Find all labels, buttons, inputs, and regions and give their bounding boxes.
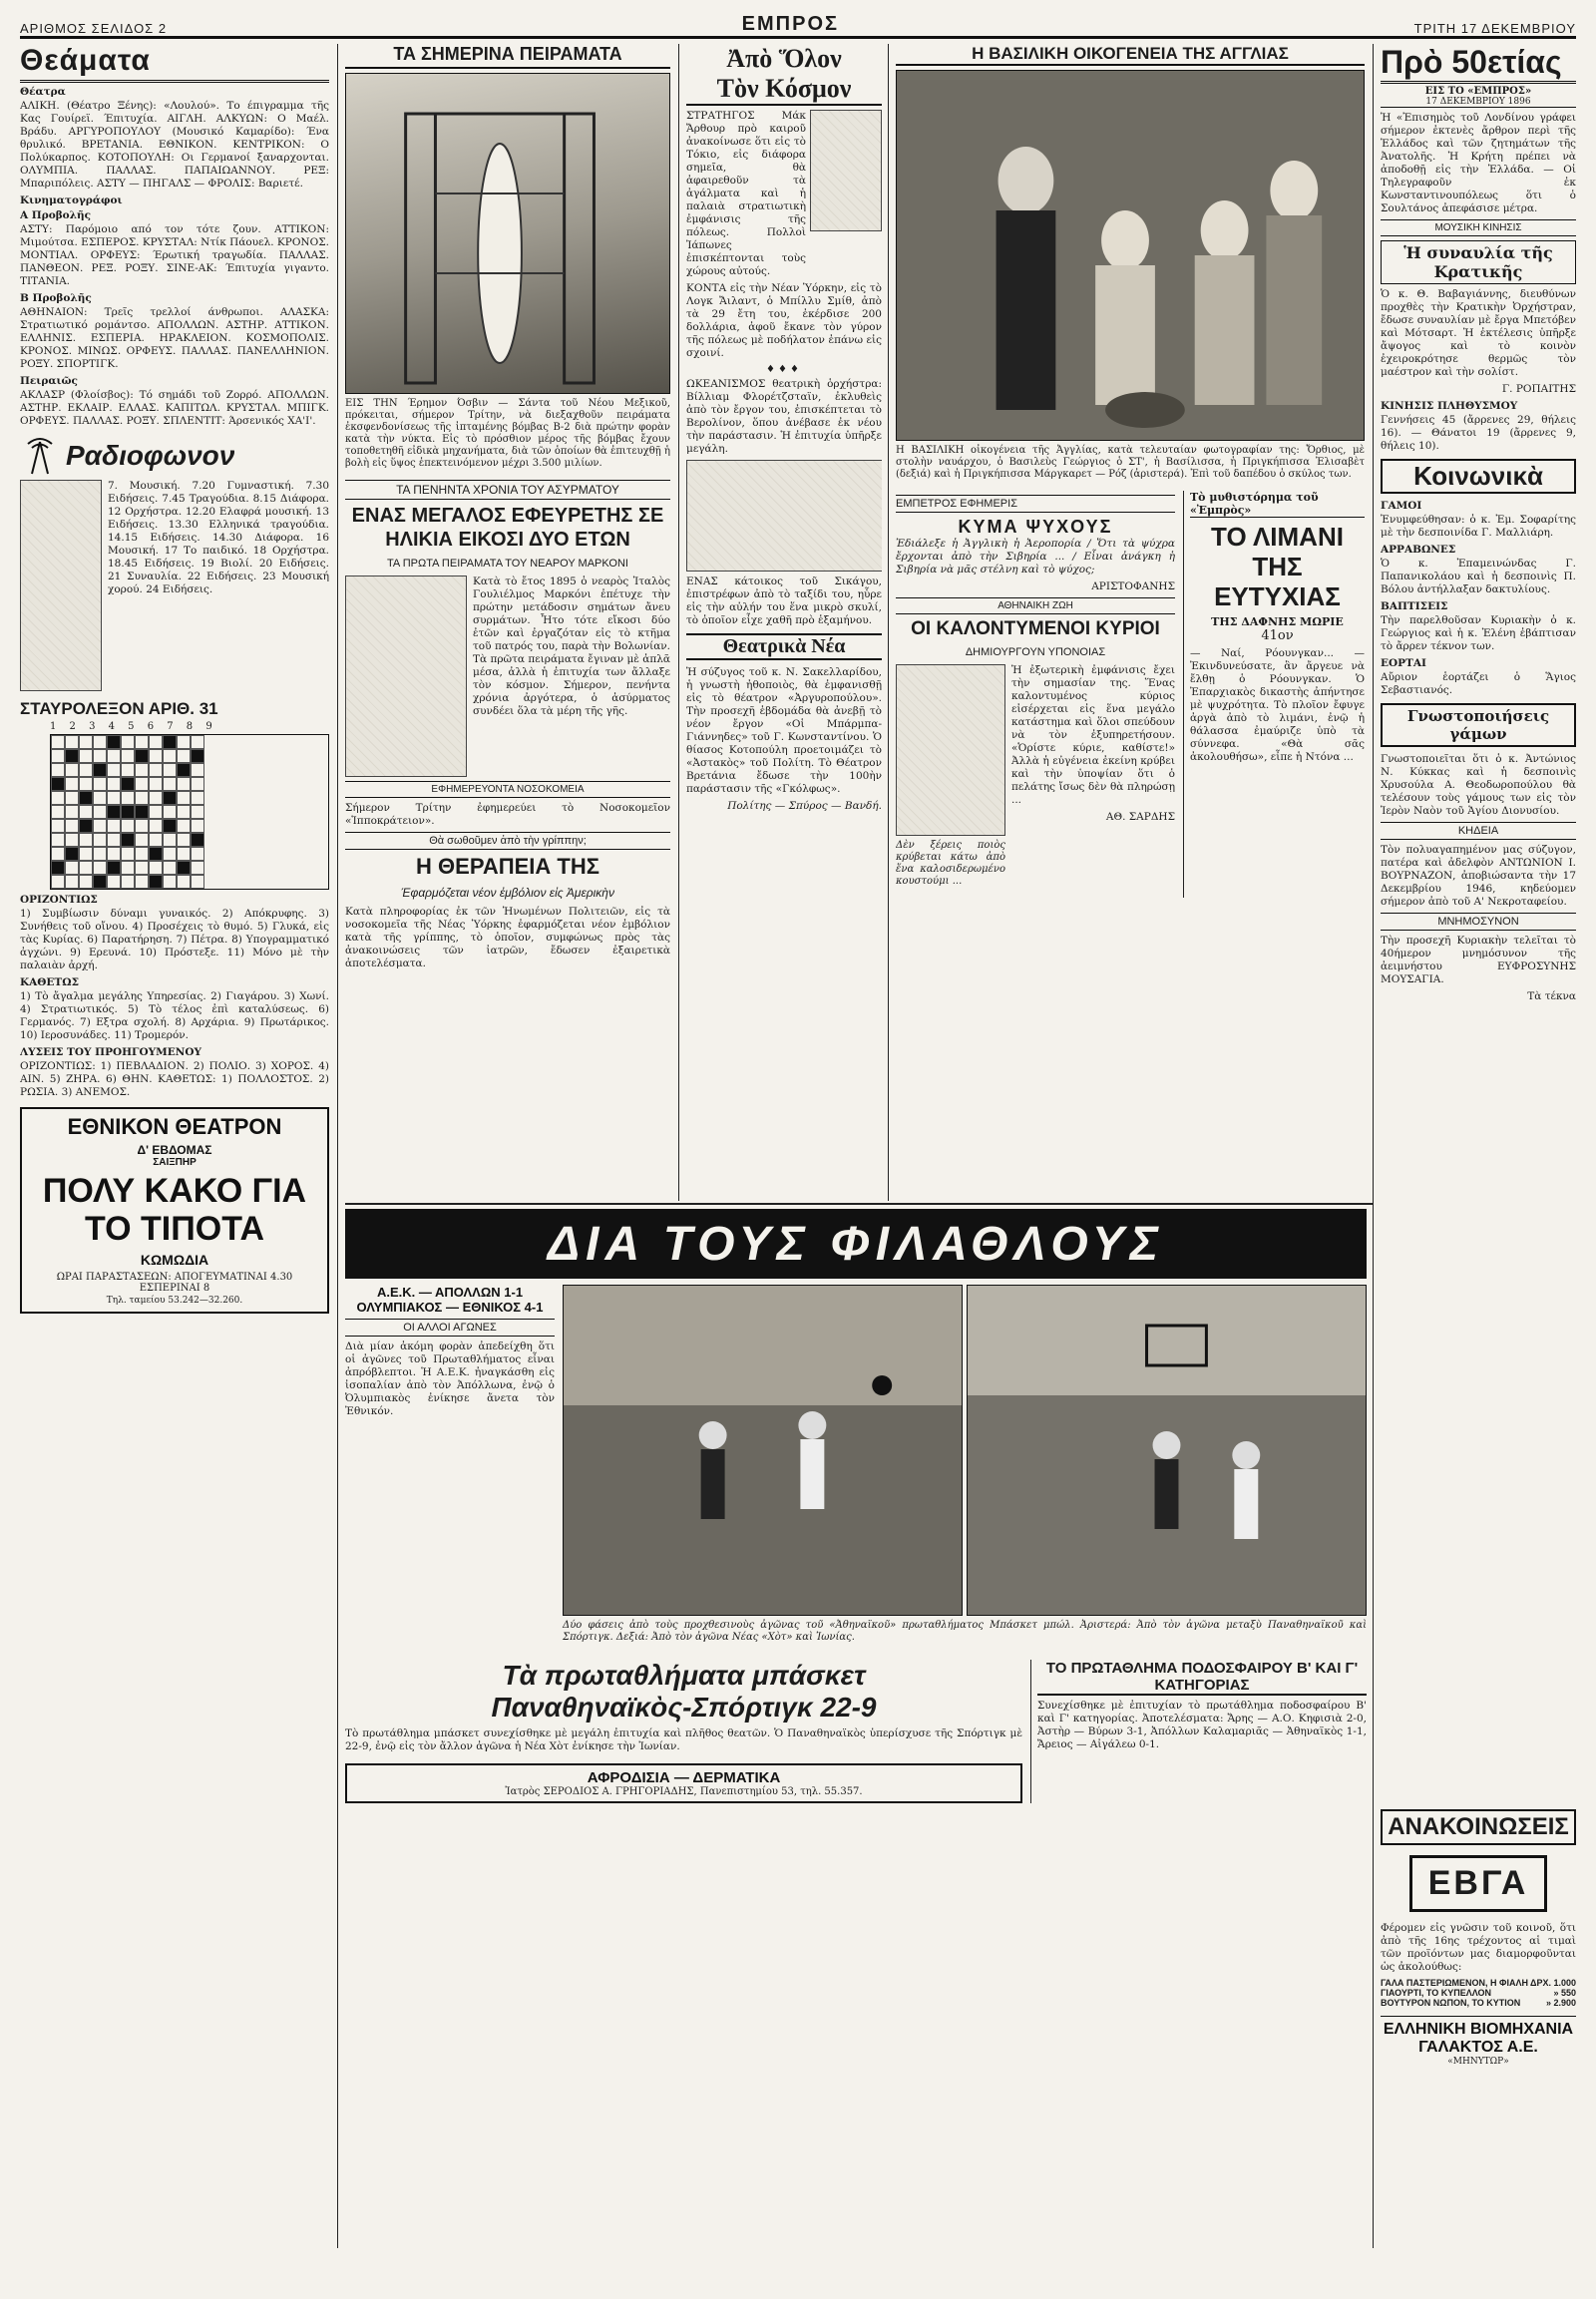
score-1: Α.Ε.Κ. — ΑΠΟΛΛΩΝ 1-1: [376, 1285, 524, 1300]
price-row-2: [1381, 1988, 1576, 1998]
world-title-1: Ἀπὸ Ὅλον: [726, 44, 842, 73]
price-value: ΔΡΧ. 1.000: [1530, 1978, 1576, 1988]
gnostopoiisis-title: Γνωστοποιήσεις γάμων: [1381, 703, 1576, 747]
radio-mast-icon: [20, 436, 60, 476]
sports-bottom: [345, 1660, 1367, 1803]
ad-author: ΣΑΙΞΠΗΡ: [153, 1157, 197, 1168]
kinisis-text: Γεννήσεις 45 (ἄρρενες 29, θήλεις 16). — Θάνατοι 19 (ἄρρενες 9, θήλεις 10).: [1381, 414, 1576, 452]
poem-sign: ΑΡΙΣΤΟΦΑΝΗΣ: [1091, 580, 1175, 592]
experiments-caption: ΕΙΣ ΤΗΝ Έρημον Όσβιν — Σάντα τοῦ Νέου Μεξικοῦ, πρόκειται, σήμερον Τρίτην, νὰ διεξαχθοῦν πειράματα ἐκσφενδονίσεως τῆς ἰπταμένης βόμβας Β-2 διὰ πρώτην φορὰν κατὰ τὴν νύκτα. Εἰς τὸ πρόσθιον μέρος τῆς βόμβας ἔχουν τοποθετηθῆ εἰδικὰ μηχανήματα, διὰ τῶν ὁποίων θὰ ἐπιτευχθῇ ἡ βολὴ εἰς ὕψος ἑπεκτεινόμενον μέχρι 3.500 μιλίων.: [345, 398, 670, 469]
experiments-title: ΤΑ ΣΗΜΕΡΙΝΑ ΠΕΙΡΑΜΑΤΑ: [345, 44, 670, 69]
proboles-b-label: Β Προβολῆς: [20, 292, 92, 304]
sketch-caption: Δὲν ξέρεις ποιὸς κρύβεται κάτω ἀπὸ ἕνα καλοσιδερωμένο κουστούμι ...: [896, 840, 1005, 887]
novel-text: — Ναί, Ρόουνγκαν... — Ἐκινδυνεύσατε, ἂν ἄργευε νὰ ἔλθῃ ὁ Ρόουνγκαν. Ὁ Ἐπαρχιακὸς δικαστὴς ἀπήντησε μὲ ψυχρότητα. Τὸ πλοῖον ἔφυγε ἀργὰ ἀπὸ τὸ λιμάνι, ἐνῷ ἡ θάλασσα ἐμαύριζε ὑπὸ τὰ σύννεφα. «Θὰ σᾶς ἀκολουθήσω», εἶπε ἡ Ντόνα ...: [1190, 647, 1365, 763]
synavlia-title: Ἡ συναυλία τῆς Κρατικῆς: [1381, 240, 1576, 284]
poem-text: Ἐδιάλεξε ἡ Ἀγγλικὴ ἡ Ἀεροπορία / Ὅτι τὰ ψύχρα ἔρχονται ἀπὸ τὴν Σιβηρία ... / Εἶναι ἀνάγκη ἡ Σιβηρία νὰ μᾶς στέλνη καὶ τὸ ψύχος;: [896, 538, 1175, 575]
football-title: ΤΟ ΠΡΩΤΑΘΛΗΜΑ ΠΟΔΟΣΦΑΙΡΟΥ Β' ΚΑΙ Γ' ΚΑΤΗΓΟΡΙΑΣ: [1037, 1660, 1367, 1696]
ad-genre: ΚΩΜΩΔΙΑ: [140, 1252, 209, 1268]
announcements: [1381, 1809, 1576, 2258]
price-row-1: [1381, 1978, 1576, 1988]
flu-subtitle: Έφαρμόζεται νέον ἐμβόλιον εἰς Ἀμερικὴν: [401, 886, 614, 900]
novel-label: Τὸ μυθιστόρημα τοῦ «Ἐμπρὸς»: [1190, 491, 1365, 518]
world-header: [686, 44, 882, 106]
section-rule: [345, 1203, 1373, 1205]
proboles-b-listings: ΑΘΗΝΑΙΟΝ: Τρεῖς τρελλοί άνθρωποι. ΑΛΑΣΚΑ: Στρατιωτικό ρομάντσο. ΑΠΟΛΛΩΝ. ΑΣΤΗΡ. ΑΤΤΙΚΟΝ. ΕΛΛΗΝΙΣ. ΕΣΠΕΡΙΑ. ΗΡΑΚΛΕΙΟΝ. ΚΟΣΜΟΠΟΛΙΣ. ΚΡΟΝΟΣ. ΜΙΝΩΣ. ΟΡΦΕΥΣ. ΠΑΛΛΑΣ. ΠΑΝΕΛΛΗΝΙΟΝ. ΡΟΞΥ. ΣΠΟΡΤΙΓΚ.: [20, 306, 329, 370]
arravones-label: ΑΡΡΑΒΩΝΕΣ: [1381, 544, 1456, 556]
basketball-photo-right: [967, 1285, 1367, 1616]
evga-footer: «ΜΗΝΥΤΩΡ»: [1447, 2057, 1509, 2067]
sports-top: [345, 1285, 1367, 1654]
proboles-a-label: Α Προβολῆς: [20, 209, 92, 221]
crossword-grid: [50, 734, 329, 890]
radio-block: [20, 480, 329, 691]
poem-title: ΚΥΜΑ ΨΥΧΟΥΣ: [958, 517, 1113, 537]
marconi-headline: ΕΝΑΣ ΜΕΓΑΛΟΣ ΕΦΕΥΡΕΤΗΣ ΣΕ ΗΛΙΚΙΑ ΕΙΚΟΣΙ ΔΥΟ ΕΤΩΝ: [351, 505, 664, 551]
synavlia-sign: Γ. ΡΟΠΑΙΤΗΣ: [1501, 383, 1576, 395]
royal-family-photo: [896, 70, 1365, 441]
flu-text: Κατὰ πληροφορίας ἐκ τῶν Ἡνωμένων Πολιτειῶν, εἰς τὰ νοσοκομεῖα τῆς Νέας Ὑόρκης ἐφαρμόζεται νέον ἐμβόλιον κατὰ τῆς γρίππης, τὸ ὁποῖον, συμφώνως πρὸς τὰς ἀνακοινώσεις τῶν ἰατρῶν, ἔδωσεν ἐξαιρετικὰ ἀποτελέσματα.: [345, 906, 670, 969]
flu-kicker: Θὰ σωθοῦμεν ἀπὸ τὴν γρίππην;: [345, 832, 670, 850]
hospitals-label: ΕΦΗΜΕΡΕΥΟΝΤΑ ΝΟΣΟΚΟΜΕΙΑ: [345, 781, 670, 798]
rocket-photo: [345, 73, 670, 394]
doctor-ad-text: Ἰατρὸς ΣΕΡΟΔΙΟΣ Α. ΓΡΗΓΟΡΙΑΔΗΣ, Πανεπιστημίου 53, τηλ. 55.357.: [505, 1786, 863, 1797]
kalontymenoi-text-block: [1011, 664, 1175, 898]
players-icon: [564, 1286, 962, 1615]
column-world: [686, 44, 882, 1201]
pro50-text: Ἡ «Ἐπισημὸς τοῦ Λονδίνου γράφει σήμερον ἐκτενὲς ἄρθρον περὶ τῆς Ἑλλάδος καὶ τῶν ζητημάτων τῆς Ἀνατολῆς. Ἡ Κρήτη πρέπει νὰ ἀποδοθῇ εἰς τὴν Ἑλλάδα. — Οἱ Τηλεγραφοῦν ἐκ Κωνσταντινουπόλεως ὅτι ὁ Σουλτάνος ἀπεφάσισε μέτρα.: [1381, 112, 1576, 214]
world-text-1: ΣΤΡΑΤΗΓΟΣ Μάκ Ἄρθουρ πρὸ καιροῦ ἀνακοίνωσε ὅτι εἰς τὸ Τόκιο, εἰς διάφορα σημεῖα, θὰ ἀφαιρεθοῦν τὰ ἀγάλματα καὶ ἡ παλαιὰ στρατιωτικὴ ἐμφάνισις τῆς πόλεως. Πολλοὶ Ἰάπωνες ἐπισκέπτονται τοὺς χώρους αὐτούς.: [686, 110, 806, 277]
pro50-title: Πρὸ 50ετίας: [1381, 44, 1576, 84]
evga-logo-block: [1381, 1855, 1576, 1912]
marconi-subhead: ΤΑ ΠΡΩΤΑ ΠΕΙΡΑΜΑΤΑ ΤΟΥ ΝΕΑΡΟΥ ΜΑΡΚΟΝΙ: [387, 558, 628, 570]
vaptiseis-text: Τὴν παρελθοῦσαν Κυριακὴν ὁ κ. Γεώργιος καὶ ἡ κ. Ἑλένη ἐβάπτισαν τὸ ἄρρεν τέκνον των.: [1381, 614, 1576, 652]
theatrika-text: Ἡ σύζυγος τοῦ κ. Ν. Σακελλαρίδου, ἡ γνωστὴ ἠθοποιὸς, θὰ ἐμφανισθῇ εἰς τὸ θέατρον «Ἀργυροπούλου». Τὴν προσεχῆ ἑβδομάδα θὰ ἀνεβῇ τὸ νέον ἔργον «Οἱ Μπάρμπα-Γιάννηδες» τοῦ Γ. Κωνσταντίνου. Ὁ θίασος Κοτοπούλη προετοιμάζει τὸ «Ἀστακὸς» τοῦ Πολίτη. Τὸ Θέατρον Βρετάνια ἔδωσε τὴν 100ὴν παράστασιν τῆς «Γκόλφως».: [686, 666, 882, 795]
kalontymenoi-sub: ΔΗΜΙΟΥΡΓΟΥΝ ΥΠΟΝΟΙΑΣ: [965, 646, 1106, 658]
world-text-2: ΚΟΝΤΑ εἰς τὴν Νέαν Ὑόρκην, εἰς τὸ Λογκ Ἄιλαντ, ὁ Μπίλλυ Σμίθ, ἀπὸ τὰ 29 ἔτη του, ἐκέρδισε 200 δολλάρια, ἀφοῦ ἔκανε τὸν γύρον τῆς πόλεως μὲ ποδήλατον ἐπάνω εἰς σχοινί.: [686, 282, 882, 359]
pro50-sub: ΕΙΣ ΤΟ «ΕΜΠΡΟΣ»: [1424, 86, 1532, 97]
synavlia-text: Ὁ κ. Θ. Βαβαγιάννης, διευθύνων προχθὲς τὴν Κρατικὴν Ὀρχήστραν, ἔδωσε συναυλίαν μὲ ἔργα Μπετόβεν καὶ Μότσαρτ. Ἡ ἐκτέλεσις ὑπῆρξε ἄψογος καὶ τὸ κοινὸν ἐχειροκρότησε θερμῶς τὸν μαέστρον καὶ τὴν σολίστ.: [1381, 288, 1576, 378]
basket-hoop-icon: [968, 1286, 1366, 1615]
doctor-ad: [345, 1763, 1022, 1803]
world-text-4: ΕΝΑΣ κάτοικος τοῦ Σικάγου, ἐπιστρέφων ἀπὸ τὸ ταξίδι του, ηὗρε εἰς τὴν αὐλήν του ἕνα μικρὸ σκυλί, τὸ ὁποῖον εἶχε χαθῆ πρὸ ἑξαμήνου.: [686, 575, 882, 626]
column-rule: [678, 44, 679, 1201]
column-theamata: [20, 44, 329, 2258]
price-row-3: [1381, 1998, 1576, 2008]
page-number: ΑΡΙΘΜΟΣ ΣΕΛΙΔΟΣ 2: [20, 21, 168, 36]
theatro-listings: ΑΛΙΚΗ. (Θέατρο Ξένης): «Λουλού». Το έπιγραμμα τῆς Κας Γουίρεϊ. Έπιτυχία. ΑΙΓΛΗ. ΑΛΚΥΩΝ: Ο Μαέλ. Βράδυ. ΑΡΓΥΡΟΠΟΥΛΟΥ (Μουσικό Καμαρίδο): Ένα θρυλικό. ΒΡΕΤΑΝΙΑ. ΕΘΝΙΚΟΝ. ΚΕΝΤΡΙΚΟΝ: Ο Πολύκαρπος. ΚΟΤΟΠΟΥΛΗ: Οι Γερμανοί ξαναρχονται. ΟΛΥΜΠΙΑ. ΠΑΛΛΑΣ. ΠΑΠΑΙΩΑΝΝΟΥ. ΡΕΞ: Μπαριπόλεις. ΑΣΤΥ — ΠΗΓΑΛΣ — ΦΡΟΛΙΣ: Βαριετέ.: [20, 100, 329, 190]
royal-lower: [896, 491, 1365, 898]
novel-title: ΤΟ ΛΙΜΑΝΙ ΤΗΣ ΕΥΤΥΧΙΑΣ: [1211, 522, 1344, 611]
match-text: Διὰ μίαν ἀκόμη φορὰν ἀπεδείχθη ὅτι οἱ ἀγῶνες τοῦ Πρωταθλήματος εἶναι ἀπρόβλεπτοι. Ἡ Α.Ε.Κ. ἠναγκάσθη εἰς ἰσοπαλίαν ἀπὸ τὸν Ἀπόλλωνα, ἐνῷ ὁ Ὀλυμπιακὸς ἐνίκησε ἄνετα τὸν Ἐθνικόν.: [345, 1341, 555, 1417]
flu-title: Η ΘΕΡΑΠΕΙΑ ΤΗΣ: [416, 854, 599, 879]
proboles-a-listings: ΑΣΤΥ: Παρόμοιο από τον τότε ζουν. ΑΤΤΙΚΟΝ: Μιμούτσα. ΕΣΠΕΡΟΣ. ΚΡΥΣΤΑΛ: Ντίκ Πάουελ. ΚΡΟΝΟΣ. ΜΟΝΤΙΑΛ. ΟΡΦΕΥΣ: Έρωτική τραγωδία. ΠΑΛΛΑΣ. ΠΑΝΘΕΟΝ. ΡΕΞ. ΡΟΞΥ. ΣΙΝΕ-ΑΚ: Έπιτυχία γιγαντο. ΤΙΤΑΝΙΑ.: [20, 223, 329, 287]
royal-caption: Η ΒΑΣΙΛΙΚΗ οἰκογένεια τῆς Ἀγγλίας, κατὰ τελευταίαν φωτογραφίαν της: Ὄρθιος, μὲ στολὴν ναυάρχου, ὁ Βασιλεὺς Γεώργιος ὁ ΣΤ', ἡ Βασίλισσα, ἡ Πριγκήπισσα Ἐλισαβὲτ (δεξιά) καὶ ἡ Πριγκήπισσα Μάργκαρετ — Ρόζ (ἀριστερά). Ἐπὶ τοῦ δαπέδου ὁ σκύλος των.: [896, 445, 1365, 480]
royal-banner: Η ΒΑΣΙΛΙΚΗ ΟΙΚΟΓΕΝΕΙΑ ΤΗΣ ΑΓΓΛΙΑΣ: [896, 44, 1365, 66]
evga-logo: ΕΒΓΑ: [1409, 1855, 1548, 1912]
price-value: » 550: [1553, 1988, 1576, 1998]
football-text: Συνεχίσθηκε μὲ ἐπιτυχίαν τὸ πρωτάθλημα ποδοσφαίρου Β' καὶ Γ' κατηγορίας. Ἀποτελέσματα: Ἄρης — Α.Ο. Κηφισιὰ 2-0, Ἀστὴρ — Βύρων 3-1, Ἀπόλλων Καλαμαριᾶς — Ἀθηναϊκὸς 1-1, Ἄρειος — Αἰγάλεω 0-1.: [1037, 1700, 1367, 1750]
price-value: » 2.900: [1545, 1998, 1576, 2008]
kalontymenoi-body: [896, 664, 1175, 898]
macarthur-sketch: [810, 110, 882, 231]
arravones-text: Ὁ κ. Ἐπαμεινώνδας Γ. Παπανικολάου καὶ ἡ δεσποινὶς Π. Βόλου ἀντήλλαξαν δακτυλίους.: [1381, 558, 1576, 595]
theatro-label: Θέατρα: [20, 86, 66, 98]
column-experiments: [345, 44, 670, 1201]
efimeris-column: [896, 491, 1175, 898]
katheta-label: ΚΑΘΕΤΩΣ: [20, 976, 80, 988]
evga-text: Φέρομεν εἰς γνῶσιν τοῦ κοινοῦ, ὅτι ἀπὸ τῆς 16ης τρέχοντος αἱ τιμαὶ τῶν προϊόντων μας διαμορφοῦνται ὡς ἀκολούθως:: [1381, 1922, 1576, 1973]
kideia-text: Τὸν πολυαγαπημένον μας σύζυγον, πατέρα καὶ ἀδελφὸν ΑΝΤΩΝΙΟΝ Ι. ΒΟΥΡΝΑΖΟΝ, ἀποβιώσαντα τὴν 17 Δεκεμβρίου 1946, κηδεύομεν σήμερον ἀπὸ τοῦ Α' Νεκροταφείου.: [1381, 844, 1576, 908]
katheta-clues: 1) Τὸ ἄγαλμα μεγάλης Υπηρεσίας. 2) Γιαγάρου. 3) Χωνί. 4) Στρατιωτικός. 5) Τὸ τέλος ἐπὶ καταλύσεως. 6) Γερμανός. 7) Εξτρα σχολή. 8) Αρχάρια. 9) Πρωτάρικος. 10) Ιεροσυνάδες. 11) Τρομερόν.: [20, 990, 329, 1041]
ethnikon-theatro-ad: [20, 1107, 329, 1314]
sports-section: [345, 1209, 1367, 2256]
novel-author: ΤΗΣ ΔΑΦΝΗΣ ΜΩΡΙΕ: [1211, 615, 1344, 628]
football-article: [1030, 1660, 1367, 1803]
kinimatografoi-label: Κινηματογράφοι: [20, 194, 123, 206]
radio-program: 7. Μουσική. 7.20 Γυμναστική. 7.30 Ειδήσεις. 7.45 Τραγούδια. 8.15 Διάφορα. 12 Ορχήστρα. 12.20 Ελαφρά μουσική. 13 Ειδήσεις. 13.30 Ελληνικά τραγούδια. 14.15 Ειδήσεις. 14.30 Διάφορα. 16 Μουσική. 17 Το παιδικό. 18 Ορχήστρα. 18.45 Ειδήσεις. 19 Βιολί. 20 Ειδήσεις. 21 Συναυλία. 22 Ειδήσεις. 23 Μουσική χορού. 24 Ειδήσεις.: [108, 480, 329, 595]
mnimosyno-sign: Τὰ τέκνα: [1527, 990, 1576, 1002]
doctor-ad-title: ΑΦΡΟΔΙΣΙΑ — ΔΕΡΜΑΤΙΚΑ: [587, 1769, 781, 1786]
mnimosyno-text: Τὴν προσεχῆ Κυριακὴν τελεῖται τὸ 40ήμερον μνημόσυνον τῆς ἀειμνήστου ΕΥΦΡΟΣΥΝΗΣ ΜΟΥΣΑΓΙΑ.: [1381, 935, 1576, 985]
crossword-numbers: 1 2 3 4 5 6 7 8 9: [50, 721, 217, 732]
marconi-sketch: [345, 575, 467, 777]
column-rule: [888, 44, 889, 1201]
hospitals-text: Σήμερον Τρίτην ἐφημερεύει τὸ Νοσοκομεῖον «Ἱπποκράτειον».: [345, 802, 670, 827]
world-title-2: Τὸν Κόσμον: [716, 74, 852, 103]
peiraios-listings: ΑΚΛΑΣΡ (Φλοίσβος): Τό σημάδι τοῦ Ζορρό. ΑΠΟΛΛΩΝ. ΑΣΤΗΡ. ΕΚΛΑΙΡ. ΕΛΛΑΣ. ΚΑΠΙΤΩΛ. ΚΡΥΣΤΑΛ. ΜΠΙΓΚ. ΟΡΦΕΥΣ. ΠΑΛΛΑΣ. ΡΟΞΥ. ΣΠΛΕΝΤΙΤ: Άρσενικός ΧΑ'Ι'.: [20, 389, 329, 427]
theamata-title: Θεάματα: [20, 44, 329, 83]
column-rule: [1373, 44, 1374, 2248]
radio-header: [20, 436, 329, 476]
mnimosyno-label: ΜΝΗΜΟΣΥΝΟΝ: [1381, 913, 1576, 931]
orizontios-label: ΟΡΙΖΟΝΤΙΩΣ: [20, 894, 98, 906]
orizontios-clues: 1) Συμβίωσιν δύναμι γυναικός. 2) Απόκρυφης. 3) Συνήθεις τοῦ οἴνου. 4) Προσέχεις τὸ θυμό. 5) Γλυκά, εἰς τὰς Κυρίας. 6) Παρατήρηση. 7) Πέτρα. 8) Υπογραμματικό ἀγχώνι. 9) Ερευνά. 10) Πρόστεξε. 11) Μόνο μὲ τὴν παλαιὰν ἀρχή.: [20, 908, 329, 971]
ad-times: ΩΡΑΙ ΠΑΡΑΣΤΑΣΕΩΝ: ΑΠΟΓΕΥΜΑΤΙΝΑΙ 4.30 ΕΣΠΕΡΙΝΑΙ 8: [56, 1272, 293, 1294]
alloi-agones: ΟΙ ΑΛΛΟΙ ΑΓΩΝΕΣ: [345, 1319, 555, 1337]
world-item-1: [686, 110, 882, 282]
price-item: ΒΟΥΤΥΡΟΝ ΝΩΠΟΝ, ΤΟ ΚΥΤΙΟΝ: [1381, 1998, 1521, 2008]
ad-play-title: ΠΟΛΥ ΚΑΚΟ ΓΙΑ ΤΟ ΤΙΠΟΤΑ: [42, 1172, 307, 1248]
marconi-text: Κατὰ τὸ ἔτος 1895 ὁ νεαρὸς Ἰταλὸς Γουλιέλμος Μαρκόνι ἐπέτυχε τὴν πρώτην μετάδοσιν σημάτων ἄνευ συρμάτων. Ἦτο τότε εἴκοσι δύο ἐτῶν καὶ ἐργαζόταν εἰς τὸ κτῆμα τοῦ πατρός του, παρὰ τὴν Βολωνίαν. Τὰ πρῶτα πειράματα ἔγιναν μὲ ἁπλᾶ μέσα, ἀλλὰ ἡ ἐπιτυχία των ἄλλαξε τὸν κόσμον. Σήμερον, πενήντα χρόνια ἀργότερα, ὁ ἀσύρματος συνδέει ὅλα τὰ μέρη τῆς γῆς.: [473, 575, 670, 717]
theatrika-sign: Πολίτης — Σπύρος — Βανδή.: [727, 800, 882, 812]
column-rule: [337, 44, 338, 2248]
anakoinoseis-title: ΑΝΑΚΟΙΝΩΣΕΙΣ: [1381, 1809, 1576, 1845]
dog-sketch: [686, 460, 882, 572]
basketball-photos: [563, 1285, 1367, 1654]
radio-title: Ραδιοφωνον: [66, 440, 235, 471]
eortai-text: Αὔριον ἑορτάζει ὁ Ἅγιος Σεβαστιανός.: [1381, 671, 1576, 696]
ad-week: Δ' ΕΒΔΟΜΑΣ: [137, 1143, 212, 1157]
koinonika-title: Κοινωνικὰ: [1381, 459, 1576, 494]
marconi-kicker: ΤΑ ΠΕΝΗΝΤΑ ΧΡΟΝΙΑ ΤΟΥ ΑΣΥΡΜΑΤΟΥ: [345, 480, 670, 500]
efimeris-label: ΕΜΠΕΤΡΟΣ ΕΦΗΜΕΡΙΣ: [896, 495, 1175, 513]
kideia-label: ΚΗΔΕΙΑ: [1381, 822, 1576, 840]
sports-banner: ΔΙΑ ΤΟΥΣ ΦΙΛΑΘΛΟΥΣ: [547, 1217, 1165, 1271]
ad-theatre-name: ΕΘΝΙΚΟΝ ΘΕΑΤΡΟΝ: [67, 1114, 282, 1139]
newspaper-page: [20, 14, 1576, 2288]
kalontymenoi-title: ΟΙ ΚΑΛΟΝΤΥΜΕΝΟΙ ΚΥΡΙΟΙ: [911, 618, 1160, 639]
ad-phone: Τηλ. ταμείου 53.242—32.260.: [106, 1296, 243, 1306]
marconi-body: [345, 575, 670, 777]
score-2: ΟΛΥΜΠΙΑΚΟΣ — ΕΘΝΙΚΟΣ 4-1: [356, 1300, 544, 1315]
lyseis-text: ΟΡΙΖΟΝΤΙΩΣ: 1) ΠΕΒΛΑΔΙΟΝ. 2) ΠΟΛΙΟ. 3) ΧΟΡΟΣ. 4) ΑΙΝ. 5) ΖΗΡΑ. 6) ΘΗΝ. ΚΑΘΕΤΩΣ: 1) ΠΟΛΛΟΣΤΟΣ. 2) ΡΩΣΙΑ. 3) ΑΝΕΜΟΣ.: [20, 1060, 329, 1098]
kalontymenoi-text: Ἡ ἐξωτερικὴ ἐμφάνισις ἔχει τὴν σημασίαν της. Ἕνας καλοντυμένος κύριος εἰσέρχεται εἰς ἕνα μεγάλο κατάστημα καὶ ὅλοι σπεύδουν νὰ τὸν ἐξυπηρετήσουν. «Ὁρίστε κύριε, καθίστε!» Ἀλλὰ ἡ εὐγένεια ἐκείνη κρύβει καὶ τὴν ὑποψίαν ὅτι ὁ πελάτης ἴσως δὲν θὰ πληρώσῃ ...: [1011, 664, 1175, 806]
radio-illustration: [20, 480, 102, 691]
kalontymenoi-sign: ΑΘ. ΣΑΡΔΗΣ: [1105, 811, 1175, 823]
basket-title: Τὰ πρωταθλήματα μπάσκετ: [502, 1660, 866, 1691]
sports-photo-caption: Δύο φάσεις ἀπὸ τοὺς προχθεσινοὺς ἀγῶνας τοῦ «Ἀθηναϊκοῦ» πρωταθλήματος Μπάσκετ μπώλ. Ἀριστερά: Ἀπὸ τὸν ἀγῶνα μεταξὺ Παναθηναϊκοῦ καὶ Σπόρτιγκ. Δεξιά: Ἀπὸ τὸν ἀγῶνα Νέας «Χὸτ» καὶ Ἰωνίας.: [563, 1620, 1367, 1643]
royal-figures-icon: [897, 71, 1364, 440]
basket-article: [345, 1660, 1022, 1803]
lyseis-label: ΛΥΣΕΙΣ ΤΟΥ ΠΡΟΗΓΟΥΜΕΝΟΥ: [20, 1046, 202, 1058]
photo-pair: [563, 1285, 1367, 1616]
gamoi-label: ΓΑΜΟΙ: [1381, 500, 1422, 512]
vaptiseis-label: ΒΑΠΤΙΣΕΙΣ: [1381, 600, 1448, 612]
peiraios-label: Πειραιῶς: [20, 375, 78, 387]
gamoi-text: Ἐνυμφεύθησαν: ὁ κ. Ἐμ. Σοφαρίτης μὲ τὴν δεσποινίδα Γ. Μαλλιάρη.: [1381, 514, 1576, 539]
eortai-label: ΕΟΡΤΑΙ: [1381, 657, 1426, 669]
novel-part: 41ον: [1261, 628, 1294, 643]
basket-text: Τὸ πρωτάθλημα μπάσκετ συνεχίσθηκε μὲ μεγάλη ἐπιτυχία καὶ πλῆθος θεατῶν. Ὁ Παναθηναϊκὸς ὑπερίσχυσε τῆς Σπόρτιγκ μὲ 22-9, ἐνῷ εἰς τὸν ἄλλον ἀγῶνα ἡ Νέα Χὸτ ἐνίκησε τὴν Ἰωνίαν.: [345, 1727, 1022, 1752]
mousiki-label: ΜΟΥΣΙΚΗ ΚΙΝΗΣΙΣ: [1381, 219, 1576, 236]
masthead: [20, 14, 1576, 39]
football-results: [345, 1285, 555, 1654]
basket-score: Παναθηναϊκὸς-Σπόρτιγκ 22-9: [491, 1692, 877, 1723]
basketball-photo-left: [563, 1285, 963, 1616]
separator: ♦♦♦: [766, 364, 802, 375]
novel-column: [1183, 491, 1365, 898]
gentlemen-sketch: [896, 664, 1005, 836]
price-item: ΓΑΛΑ ΠΑΣΤΕΡΙΩΜΕΝΟΝ, Η ΦΙΑΛΗ: [1381, 1978, 1528, 1988]
rocket-gantry-icon: [346, 74, 669, 393]
column-royal: [896, 44, 1365, 1201]
sports-banner-bar: [345, 1209, 1367, 1279]
theatrika-title: Θεατρικὰ Νέα: [686, 633, 882, 660]
crossword-title: ΣΤΑΥΡΟΛΕΞΟΝ ΑΡΙΘ. 31: [20, 699, 218, 718]
kinisis-label: ΚΙΝΗΣΙΣ ΠΛΗΘΥΣΜΟΥ: [1381, 400, 1518, 412]
issue-date: ΤΡΙΤΗ 17 ΔΕΚΕΜΒΡΙΟΥ: [1413, 21, 1576, 36]
evga-company: ΕΛΛΗΝΙΚΗ ΒΙΟΜΗΧΑΝΙΑ ΓΑΛΑΚΤΟΣ Α.Ε.: [1381, 2016, 1576, 2057]
world-text-3: ΩΚΕΑΝΙΣΜΟΣ θεατρικὴ ὁρχήστρα: Βίλλιαμ Φλορέτζσταϊν, ἐκλυθεὶς ἀπὸ τὸν ἔργον του, ἐπισκέπτεται τὸ Βερολίνον, ὅπου ἀνέβασε ἐκ νέου τὴν παράστασιν. Ἡ ἐπιτυχία ὑπῆρξε μεγάλη.: [686, 378, 882, 455]
newspaper-title: ΕΜΠΡΟΣ: [741, 13, 840, 35]
pro50-date: 17 ΔΕΚΕΜΒΡΙΟΥ 1896: [1381, 97, 1576, 108]
sketch-block: [896, 664, 1005, 898]
athenaiki-label: ΑΘΗΝΑΙΚΗ ΖΩΗ: [896, 597, 1175, 614]
price-item: ΓΙΑΟΥΡΤΙ, ΤΟ ΚΥΠΕΛΛΟΝ: [1381, 1988, 1492, 1998]
gnostopoiisis-text: Γνωστοποιεῖται ὅτι ὁ κ. Ἀντώνιος Ν. Κύκκας καὶ ἡ δεσποινὶς Χρυσούλα Α. Θεοδωροπούλου θὰ τελέσουν τοὺς γάμους των εἰς τὸν Ἱερὸν Ναὸν τοῦ Ἁγίου Διονυσίου.: [1381, 753, 1576, 817]
